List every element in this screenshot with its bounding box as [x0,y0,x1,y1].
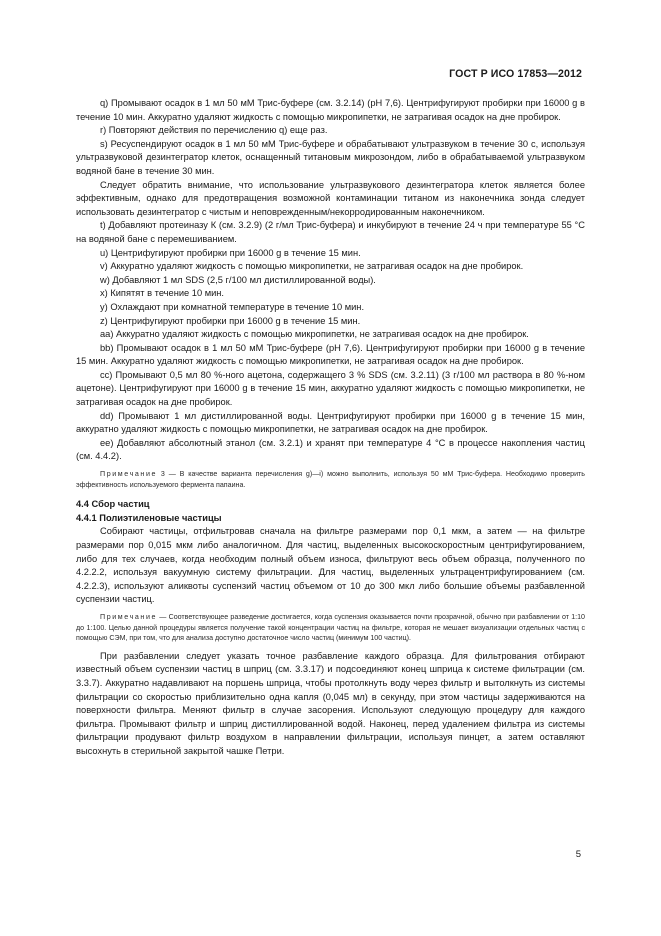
page-body [76,97,585,759]
paragraph-bb: bb) Промывают осадок в 1 мл 50 мМ Трис-буфере (pH 7,6). Центрифугируют пробирки при 16000 g в течение 15 мин. Аккуратно удаляют жидкость с помощью микропипетки, не затрагивая осадок на дне пробирок. [76,342,585,367]
document-header: ГОСТ Р ИСО 17853—2012 [449,68,582,80]
paragraph-r: r) Повторяют действия по перечислению q) еще раз. [100,125,328,136]
paragraph-aa: aa) Аккуратно удаляют жидкость с помощью микропипетки, не затрагивая осадок на дне пробирок. [100,329,529,340]
paragraph-z: z) Центрифугируют пробирки при 16000 g в течение 15 мин. [100,315,361,326]
note-label: Примечание [100,470,158,479]
note-dilution [76,612,585,644]
paragraph-ultrasound-note: Следует обратить внимание, что использование ультразвукового дезинтегратора клеток является более эффективным, однако для предотвращения возможной контаминации титаном из наконечника зонда следует использовать дезинтегратор с чистым и неповрежденным/некорродированным наконечником. [76,179,585,217]
paragraph-q: q) Промывают осадок в 1 мл 50 мМ Трис-буфере (см. 3.2.14) (pH 7,6). Центрифугируют пробирки при 16000 g в течение 10 мин. Аккуратно удаляют жидкость с помощью микропипетки, не затрагивая осадок на дне пробирок. [76,98,585,122]
note-papain [76,469,585,490]
subsection-heading: 4.4.1 Полиэтиленовые частицы [76,512,222,523]
section-heading: 4.4 Сбор частиц [76,499,150,510]
paragraph-dd: dd) Промывают 1 мл дистиллированной воды. Центрифугируют пробирки при 16000 g в течение 15 мин, аккуратно удаляют жидкость с помощью микропипетки, не затрагивая осадок на дне пробирок. [76,410,585,435]
paragraph-x: x) Кипятят в течение 10 мин. [100,288,224,299]
paragraph-v: v) Аккуратно удаляют жидкость с помощью микропипетки, не затрагивая осадок на дне пробирок. [100,261,524,272]
paragraph-dilution: При разбавлении следует указать точное разбавление каждого образца. Для фильтрования отбирают известный объем суспензии частиц в шприц (см. 3.3.17) и подсоединяют конец шприца к системе фильтрации (см. 3.3.7). Аккуратно надавливают на поршень шприца, чтобы протолкнуть воду через фильтр и вытолкнуть из системы фильтрации со скоростью приблизительно одна капля (0,045 мл) в секунду, при этом частицы задерживаются на поверхности фильтра. Меняют фильтр в случае засорения. Используют следующую процедуру для каждого фильтра. Промывают фильтр и шприц дистиллированной водой. Наконец, перед удалением фильтра из системы фильтрации продувают фильтр воздухом в направлении фильтрации, используя пинцет, а затем оставляют высохнуть в стерильной закрытой чашке Петри. [76,650,585,756]
paragraph-ee: ee) Добавляют абсолютный этанол (см. 3.2.1) и хранят при температуре 4 °С в процессе накопления частиц (см. 4.4.2). [76,437,585,462]
paragraph-t: t) Добавляют протеиназу К (см. 3.2.9) (2 г/мл Трис-буфера) и инкубируют в течение 24 ч при температуре 55 °С на водяной бане с перемешиванием. [76,220,585,244]
note-label: Примечание [100,612,158,621]
paragraph-cc: cc) Промывают 0,5 мл 80 %-ного ацетона, содержащего 3 % SDS (см. 3.2.11) (3 г/100 мл раствора в 80 %-ном ацетоне). Центрифугируют при 16000 g в течение 15 мин, аккуратно удаляют жидкость с помощью микропипетки, не затрагивая осадок на дне пробирок. [76,369,585,408]
paragraph-s: s) Ресуспендируют осадок в 1 мл 50 мМ Трис-буфере и обрабатывают ультразвуком в течение 30 с, используя ультразвуковой дезинтегратор клеток, оснащенный титановым микрозондом, либо в обрабатываемой ультразвуком водяной бане в течение 30 мин. [76,138,585,176]
note-text: 3 — В качестве варианта перечисления g)—i) можно выполнить, используя 50 мМ Трис-буфера. Необходимо проверить эффективность используемого фермента папаина. [76,470,585,489]
note-text: — Соответствующее разведение достигается, когда суспензия оказывается почти прозрачной, обычно при разбавлении от 1:10 до 1:100. Целью данной процедуры является получение такой концентрации частиц на фильтре, которая не мешает визуализации отдельных частиц с помощью СЭМ, при том, что для анализа доступно достаточное число частиц (минимум 100 частиц). [76,612,585,643]
page-number: 5 [575,849,581,860]
paragraph-y: y) Охлаждают при комнатной температуре в течение 10 мин. [100,301,365,312]
paragraph-collect: Собирают частицы, отфильтровав сначала на фильтре размерами пор 0,1 мкм, а затем — на фильтре размерами пор 0,015 мкм либо аналогичном. Для частиц, выделенных высокоскоростным центрифугированием, либо для тех случаев, когда необходим полный объем износа, фильтруют весь объем образца, полученного по 4.2.2.2, используя вакуумную систему фильтрации. Для частиц, выделенных ультрацентрифугированием (см. 4.2.2.3), используют аликвоты суспензий частиц объемом от 10 до 300 мкл либо большие объемы разбавленной суспензии частиц. [76,526,585,605]
paragraph-u: u) Центрифугируют пробирки при 16000 g в течение 15 мин. [100,247,361,258]
paragraph-w: w) Добавляют 1 мл SDS (2,5 г/100 мл дистиллированной воды). [100,274,376,285]
